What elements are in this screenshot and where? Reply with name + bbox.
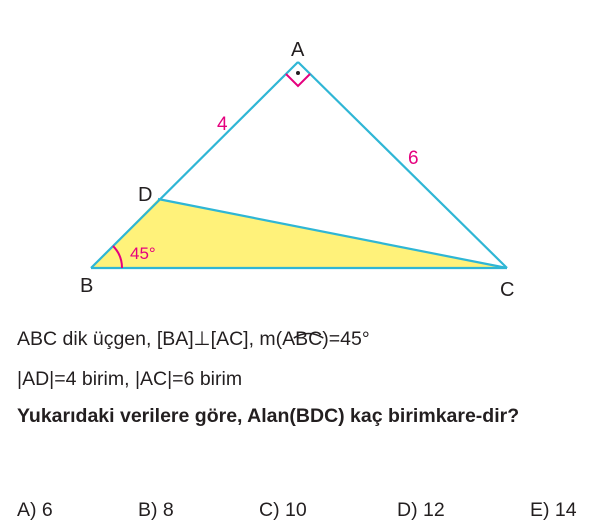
angle-name-with-hat (295, 327, 322, 351)
given-suffix: )=45° (322, 328, 370, 350)
given-line-lengths: |AD|=4 birim, |AC|=6 birim (17, 368, 243, 390)
point-label-c: C (500, 279, 515, 301)
answer-option-a[interactable]: A) 6 (17, 499, 53, 521)
point-label-b: B (80, 275, 94, 297)
point-label-a: A (291, 39, 305, 61)
angle-label-b: 45° (130, 244, 156, 263)
point-label-d: D (138, 184, 153, 206)
angle-name: BC (295, 328, 323, 350)
length-label-ad: 4 (217, 114, 228, 135)
answer-option-c[interactable]: C) 10 (259, 499, 307, 521)
answer-option-b[interactable]: B) 8 (138, 499, 174, 521)
right-angle-mark (286, 74, 310, 86)
question-text: Yukarıdaki verilere göre, Alan(BDC) kaç birimkare-dir? (17, 405, 520, 427)
answer-option-d[interactable]: D) 12 (397, 499, 445, 521)
given-prefix: ABC dik üçgen, [BA]⊥[AC], m(A (17, 328, 296, 350)
right-angle-dot (296, 71, 300, 75)
hat-icon (293, 321, 324, 329)
length-label-ac: 6 (408, 148, 419, 169)
given-line-triangle (17, 327, 370, 351)
answer-option-e[interactable]: E) 14 (530, 499, 577, 521)
